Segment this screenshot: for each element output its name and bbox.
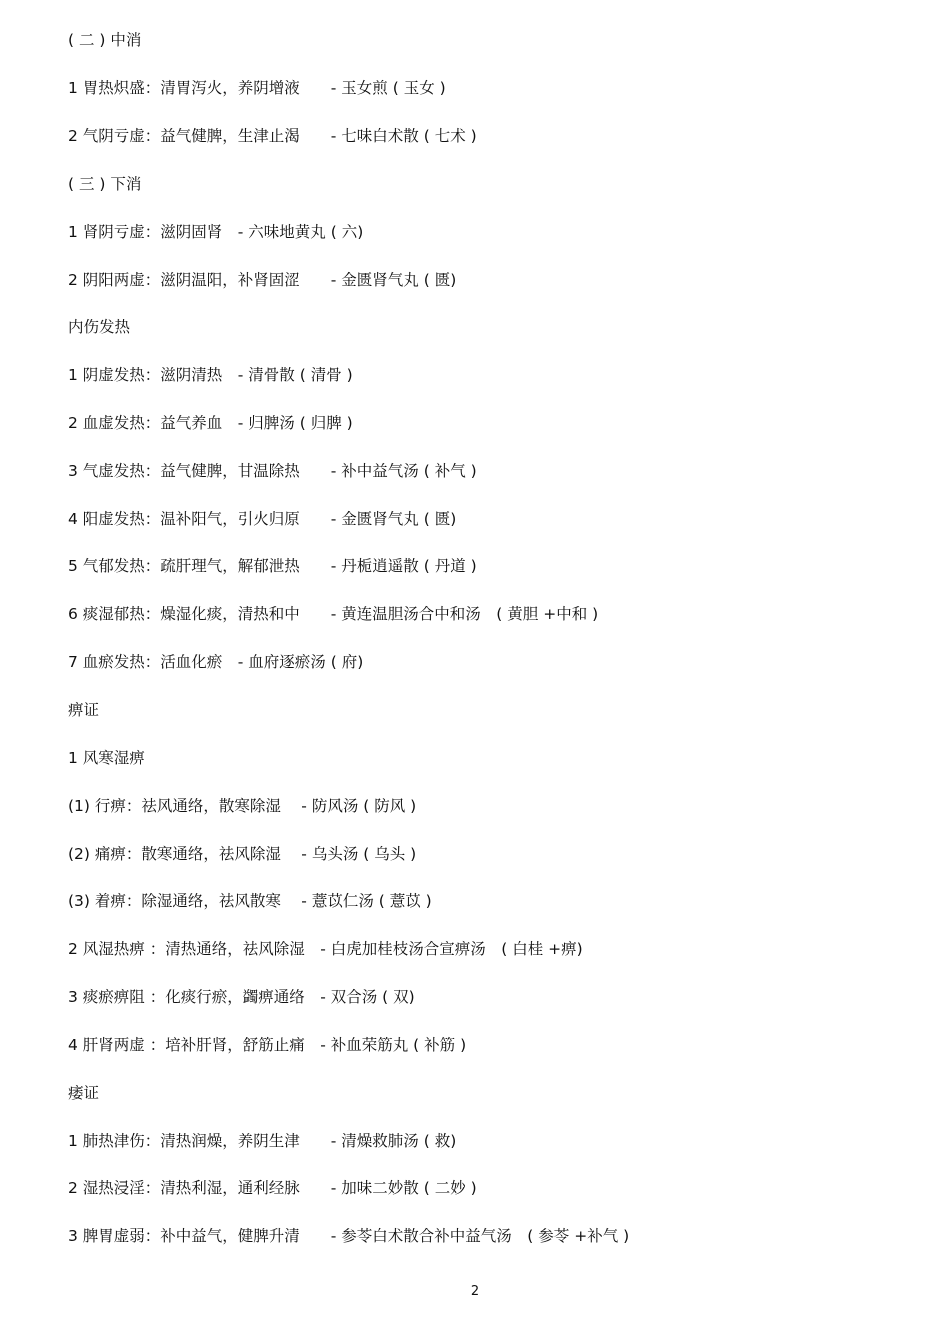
section-heading-neishang-fare: 内伤发热 xyxy=(68,318,131,336)
section-heading-xiaxiao: ( 三 ) 下消 xyxy=(68,175,142,193)
section-heading-weizheng: 痿证 xyxy=(68,1084,100,1102)
text-line: (2) 痛痹：散寒通络，祛风除湿 - 乌头汤 ( 乌头 ) xyxy=(68,845,417,863)
text-line: 7 血瘀发热：活血化瘀 - 血府逐瘀汤 ( 府) xyxy=(68,653,364,671)
text-line: 5 气郁发热：疏肝理气，解郁泄热 - 丹栀逍遥散 ( 丹道 ) xyxy=(68,557,477,575)
section-heading-bizheng: 痹证 xyxy=(68,701,100,719)
text-line: 3 痰瘀痹阻 ：化痰行瘀，蠲痹通络 - 双合汤 ( 双) xyxy=(68,988,415,1006)
text-line: (3) 着痹：除湿通络，祛风散寒 - 薏苡仁汤 ( 薏苡 ) xyxy=(68,892,432,910)
text-line: 2 血虚发热：益气养血 - 归脾汤 ( 归脾 ) xyxy=(68,414,353,432)
text-line: 2 气阴亏虚：益气健脾，生津止渴 - 七味白术散 ( 七术 ) xyxy=(68,127,477,145)
page-number: 2 xyxy=(470,1284,480,1299)
text-line: 2 阴阳两虚：滋阴温阳，补肾固涩 - 金匮肾气丸 ( 匮) xyxy=(68,271,457,289)
text-line: 1 胃热炽盛：清胃泻火，养阴增液 - 玉女煎 ( 玉女 ) xyxy=(68,79,446,97)
text-line: 6 痰湿郁热：燥湿化痰，清热和中 - 黄连温胆汤合中和汤 ( 黄胆 +中和 ) xyxy=(68,605,599,623)
text-line: 2 湿热浸淫：清热利湿，通利经脉 - 加味二妙散 ( 二妙 ) xyxy=(68,1179,477,1197)
text-line: 2 风湿热痹 ：清热通络，祛风除湿 - 白虎加桂枝汤合宣痹汤 ( 白桂 +痹) xyxy=(68,940,583,958)
text-line: 1 阴虚发热：滋阴清热 - 清骨散 ( 清骨 ) xyxy=(68,366,353,384)
text-line: 3 脾胃虚弱：补中益气，健脾升清 - 参苓白术散合补中益气汤 ( 参苓 +补气 ) xyxy=(68,1227,630,1245)
text-line: 4 阳虚发热：温补阳气，引火归原 - 金匮肾气丸 ( 匮) xyxy=(68,510,457,528)
text-line: 4 肝肾两虚 ：培补肝肾，舒筋止痛 - 补血荣筋丸 ( 补筋 ) xyxy=(68,1036,467,1054)
text-line: 3 气虚发热：益气健脾，甘温除热 - 补中益气汤 ( 补气 ) xyxy=(68,462,477,480)
subsection-heading: 1 风寒湿痹 xyxy=(68,749,145,767)
text-line: 1 肾阴亏虚：滋阴固肾 - 六味地黄丸 ( 六) xyxy=(68,223,364,241)
text-line: (1) 行痹：祛风通络，散寒除湿 - 防风汤 ( 防风 ) xyxy=(68,797,417,815)
section-heading-zhongxiao: ( 二 ) 中消 xyxy=(68,31,142,49)
text-line: 1 肺热津伤：清热润燥，养阴生津 - 清燥救肺汤 ( 救) xyxy=(68,1132,457,1150)
